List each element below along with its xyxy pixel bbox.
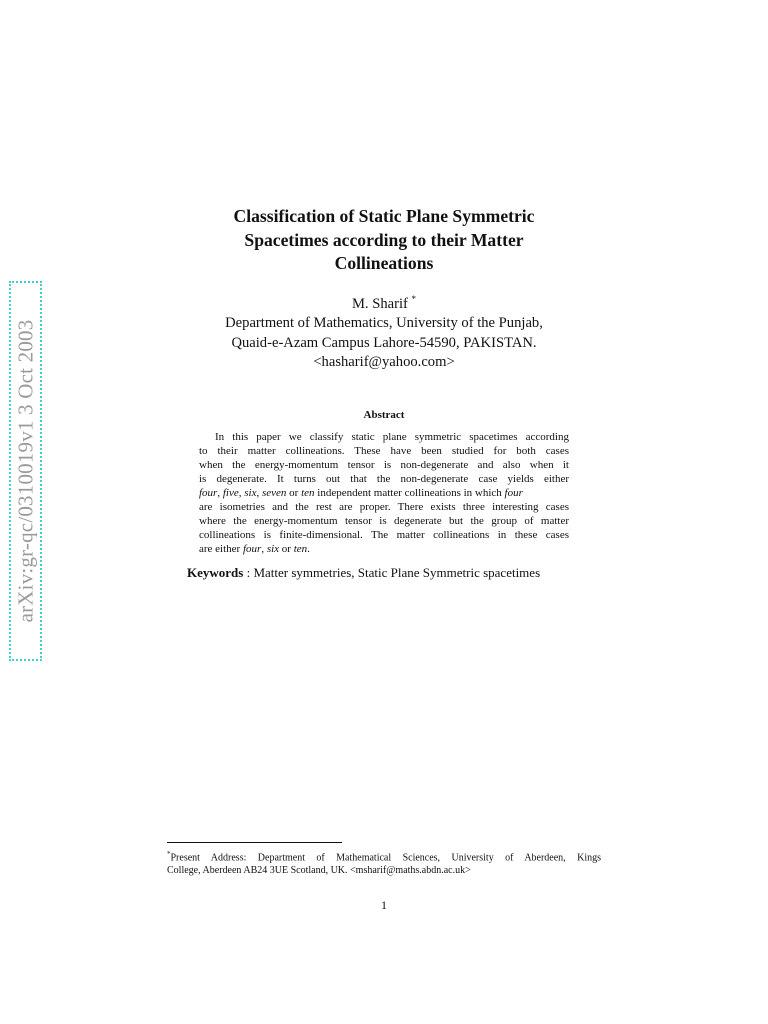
footnote-line: College, Aberdeen AB24 3UE Scotland, UK. <msharif@maths.abdn.ac.uk> (167, 865, 471, 877)
abstract-text: , (217, 487, 223, 499)
abstract-line: to their matter collineations. These have been studied for both cases (199, 445, 569, 457)
emph-text: five (222, 487, 239, 499)
abstract-line (199, 542, 569, 556)
emph-text: seven (261, 487, 287, 499)
paper-title (180, 205, 588, 276)
emph-text: six (244, 487, 257, 499)
keywords-text: Matter symmetries, Static Plane Symmetric spacetimes (253, 565, 541, 580)
abstract-text: , (261, 543, 267, 555)
title-line: Collineations (334, 253, 434, 273)
emph-text: ten (293, 543, 308, 555)
emph-text: four (504, 487, 523, 499)
affiliation-line: Department of Mathematics, University of the Punjab, (225, 315, 543, 332)
abstract-line: is degenerate. It turns out that the non-degenerate case yields either (199, 473, 569, 485)
title-line: Spacetimes according to their Matter (244, 229, 524, 250)
abstract-line (199, 486, 569, 500)
keywords-separator: : (243, 565, 254, 580)
footnote-mark: * (167, 850, 171, 858)
arxiv-stamp (9, 281, 42, 661)
keywords-label: Keywords (187, 565, 244, 580)
emph-text: six (266, 543, 280, 555)
abstract-text: or (279, 543, 294, 555)
keywords-line (187, 565, 540, 581)
abstract-line: are isometries and the rest are proper. There exists three interesting cases (199, 501, 569, 513)
page-number: 1 (381, 898, 387, 912)
author-name: M. Sharif (351, 295, 408, 312)
emph-text: four (199, 487, 218, 499)
abstract-body (199, 430, 569, 556)
affiliation-line: Quaid-e-Azam Campus Lahore-54590, PAKISTAN. (231, 334, 537, 351)
abstract-line: In this paper we classify static plane symmetric spacetimes according (215, 431, 569, 443)
abstract-line: collineations is finite-dimensional. The matter collineations in these cases (199, 529, 569, 541)
abstract-line: where the energy-momentum tensor is degenerate but the group of matter (199, 515, 569, 527)
abstract-line: when the energy-momentum tensor is non-degenerate and also when it (199, 459, 569, 471)
abstract-text: independent matter collineations in which (314, 487, 505, 499)
footnote-line (167, 848, 601, 864)
footnote-text: Present Address: Department of Mathematical Sciences, University of Aberdeen, Kings (170, 852, 601, 864)
abstract-text: are either (199, 543, 243, 555)
author-line (160, 290, 608, 314)
footnote-rule (167, 842, 342, 843)
arxiv-identifier: arXiv:gr-qc/0310019v1 3 Oct 2003 (13, 319, 37, 623)
title-line: Classification of Static Plane Symmetric (233, 206, 535, 226)
abstract-text: . (307, 543, 310, 555)
author-block (160, 290, 608, 373)
author-email: <hasharif@yahoo.com> (313, 354, 455, 371)
author-footnote-mark: * (411, 294, 417, 304)
emph-text: four (242, 543, 262, 555)
abstract-text: , (238, 487, 245, 499)
footnote (167, 848, 601, 877)
abstract-heading: Abstract (363, 409, 405, 421)
abstract-text: or (286, 487, 302, 499)
emph-text: ten (301, 487, 315, 499)
abstract-text: , (256, 487, 262, 499)
